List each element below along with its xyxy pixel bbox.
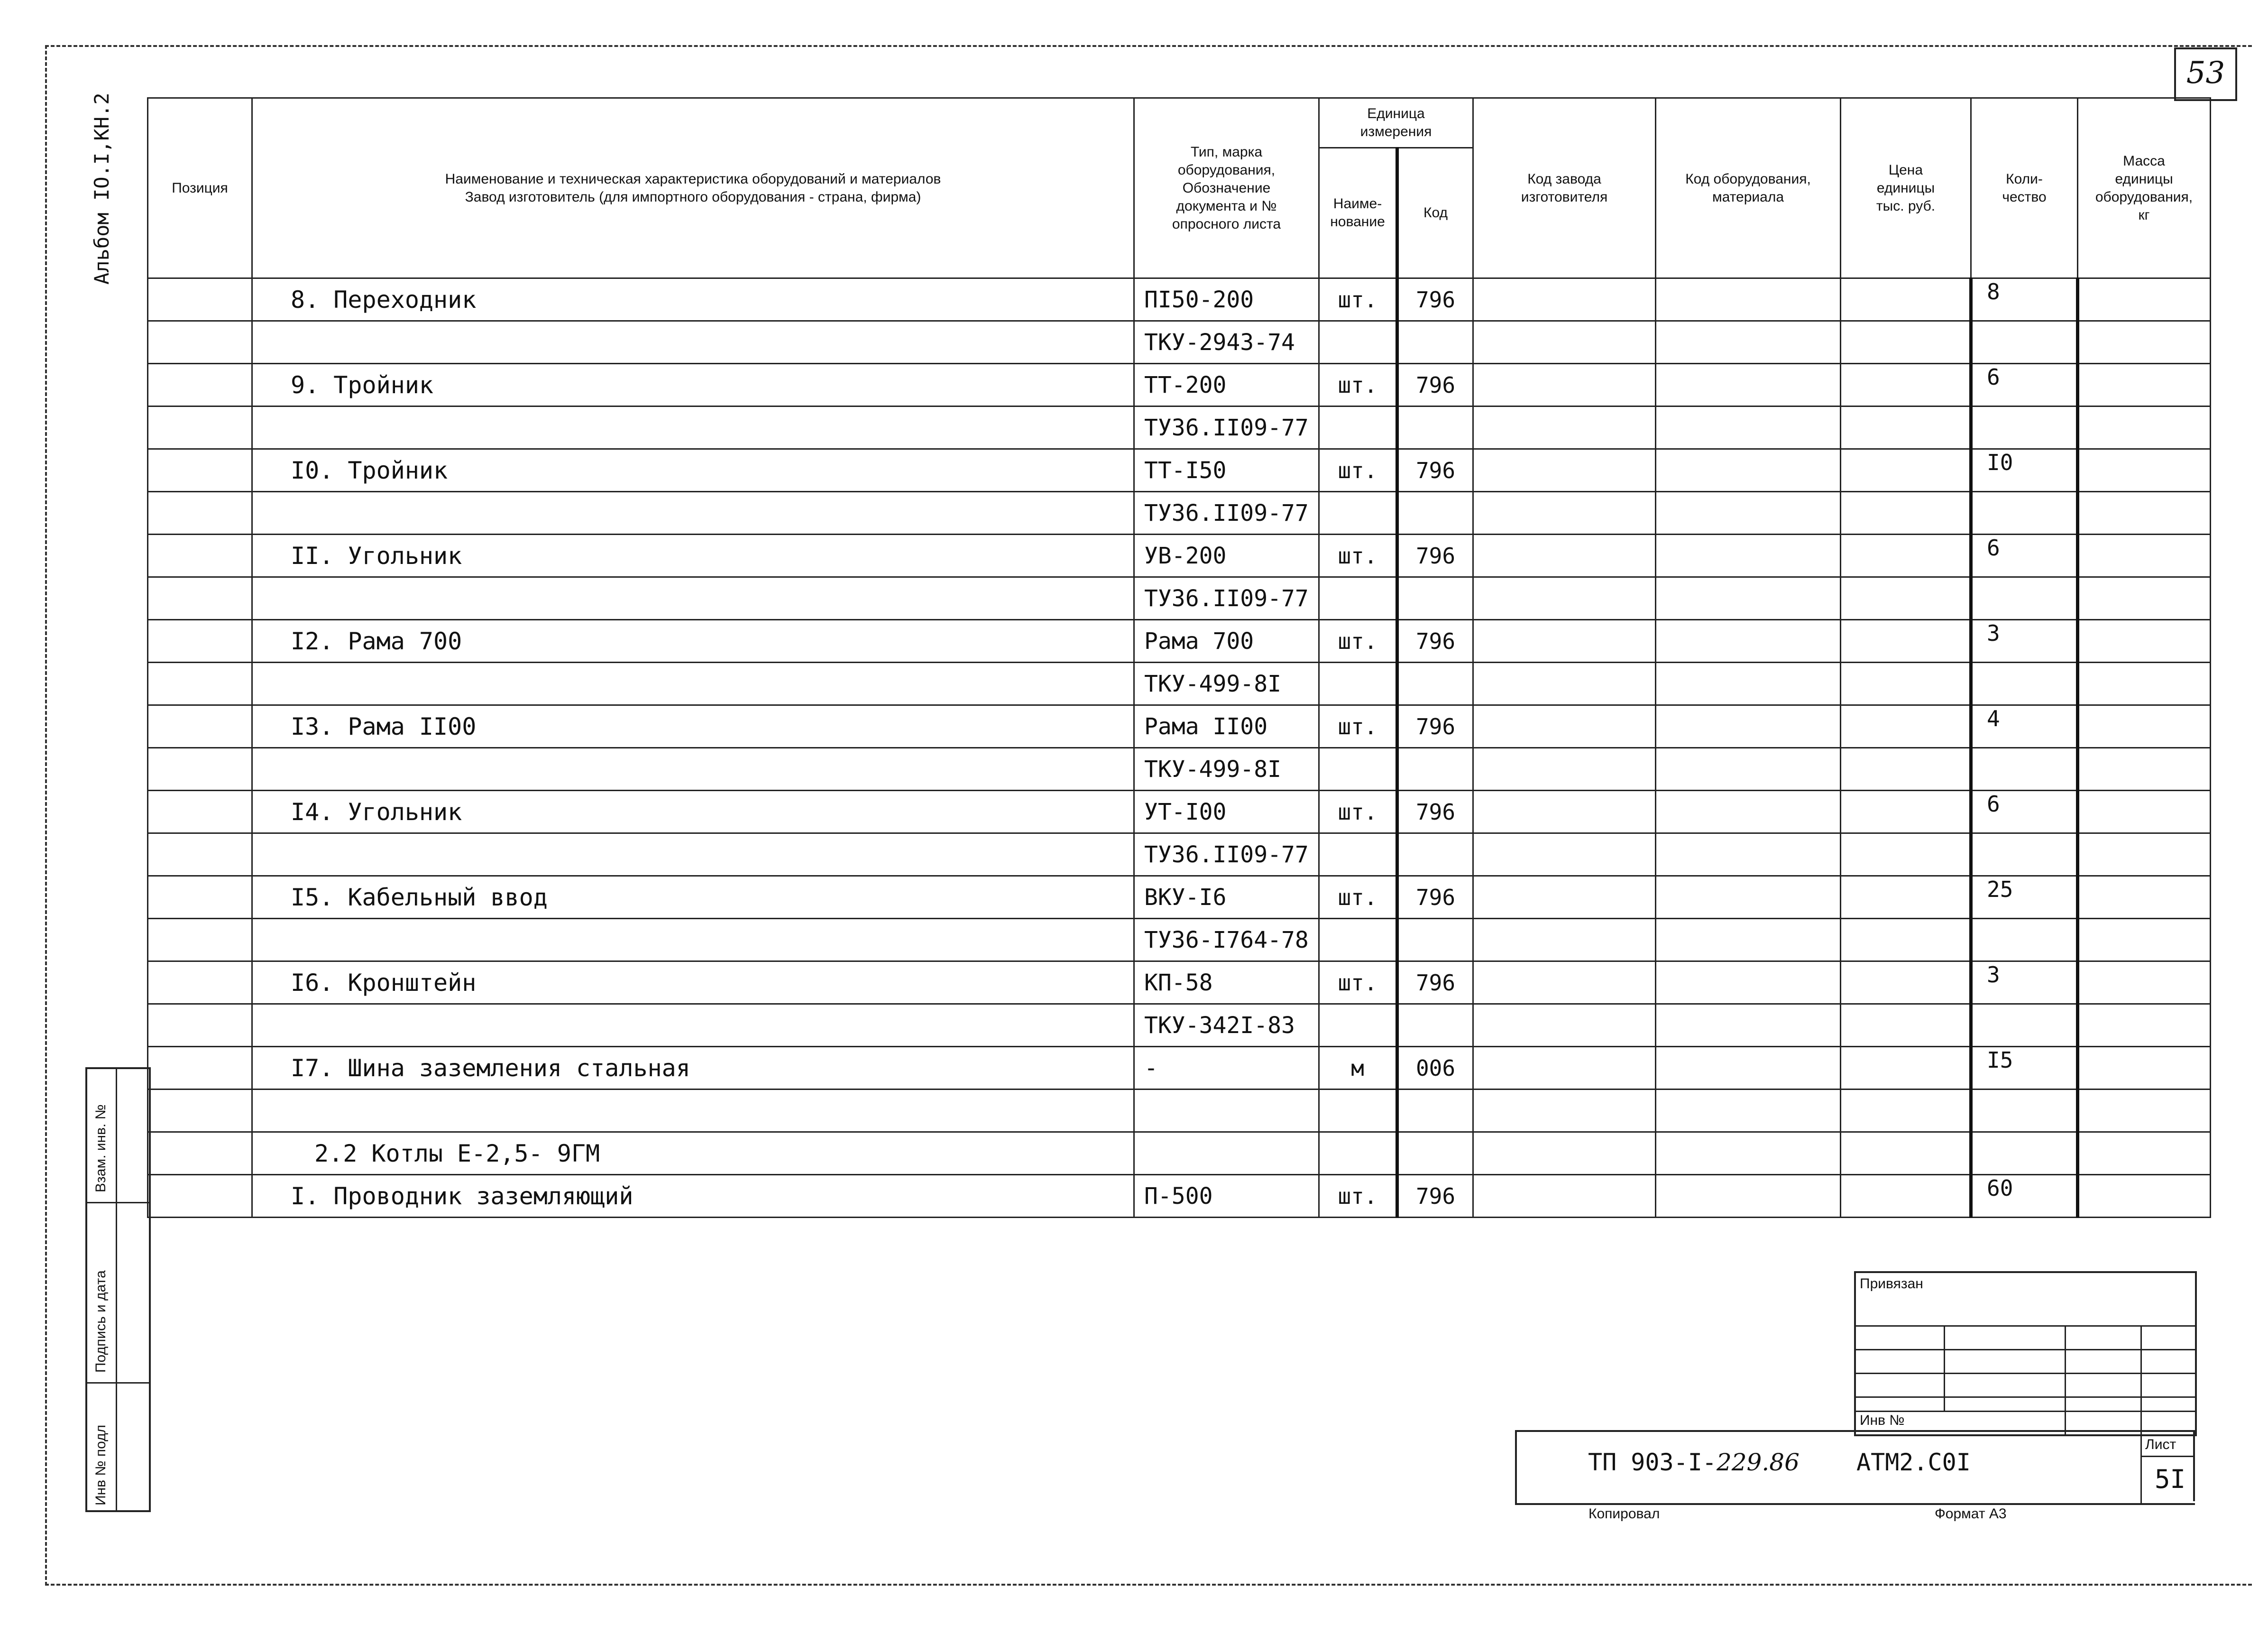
- header-type-l5: опросного листа: [1172, 216, 1281, 232]
- row-factory-code: [1473, 876, 1656, 919]
- row-name: [252, 663, 1134, 705]
- table-row: [148, 577, 2211, 620]
- row-unit: шт.: [1319, 876, 1397, 919]
- row-unit: шт.: [1319, 1175, 1397, 1218]
- row-qty: [1971, 321, 2078, 364]
- row-position: [148, 364, 252, 406]
- header-type: [1134, 98, 1319, 278]
- row-unit: шт.: [1319, 278, 1397, 321]
- row-code: [1397, 833, 1473, 876]
- table-row: [148, 876, 2211, 919]
- row-equip-code: [1656, 321, 1841, 364]
- row-code: 796: [1397, 705, 1473, 748]
- header-name: [252, 98, 1134, 278]
- row-type: ТУ36.II09-77: [1134, 577, 1319, 620]
- header-ec-l1: Код оборудования,: [1685, 171, 1811, 187]
- header-un-l2: нование: [1330, 214, 1385, 230]
- row-code: [1397, 919, 1473, 961]
- sheet-number-top: 53: [2174, 47, 2237, 101]
- side-label-podpis: Подпись и дата: [93, 1270, 109, 1373]
- row-qty: [1971, 1089, 2078, 1132]
- row-factory-code: [1473, 620, 1656, 663]
- header-type-l3: Обозначение: [1182, 180, 1271, 196]
- row-mass: [2078, 748, 2211, 791]
- row-qty: 8: [1971, 278, 2078, 321]
- header-type-l2: оборудования,: [1177, 162, 1276, 178]
- header-equip-code: [1656, 98, 1841, 278]
- row-mass: [2078, 833, 2211, 876]
- row-code: 796: [1397, 791, 1473, 833]
- row-mass: [2078, 492, 2211, 535]
- row-position: [148, 449, 252, 492]
- row-name: I0. Тройник: [252, 449, 1134, 492]
- table-row: [148, 1175, 2211, 1218]
- row-factory-code: [1473, 1089, 1656, 1132]
- row-type: ТУ36-I764-78: [1134, 919, 1319, 961]
- row-code: 796: [1397, 278, 1473, 321]
- row-unit: [1319, 577, 1397, 620]
- row-factory-code: [1473, 1004, 1656, 1047]
- row-equip-code: [1656, 492, 1841, 535]
- row-factory-code: [1473, 833, 1656, 876]
- row-factory-code: [1473, 278, 1656, 321]
- row-code: 006: [1397, 1047, 1473, 1089]
- row-unit: [1319, 321, 1397, 364]
- side-label-vzam: Взам. инв. №: [93, 1104, 109, 1192]
- row-unit: м: [1319, 1047, 1397, 1089]
- row-position: [148, 1175, 252, 1218]
- row-factory-code: [1473, 663, 1656, 705]
- header-price-l2: единицы: [1876, 180, 1935, 196]
- row-price: [1841, 663, 1971, 705]
- row-code: [1397, 492, 1473, 535]
- row-name: I4. Угольник: [252, 791, 1134, 833]
- doc-number-prefix: ТП 903-I-: [1588, 1449, 1717, 1476]
- row-price: [1841, 876, 1971, 919]
- row-factory-code: [1473, 492, 1656, 535]
- row-factory-code: [1473, 1132, 1656, 1175]
- row-name: I2. Рама 700: [252, 620, 1134, 663]
- row-price: [1841, 321, 1971, 364]
- row-name: [252, 1089, 1134, 1132]
- row-factory-code: [1473, 705, 1656, 748]
- table-row: [148, 406, 2211, 449]
- row-price: [1841, 278, 1971, 321]
- row-type: УВ-200: [1134, 535, 1319, 577]
- row-mass: [2078, 620, 2211, 663]
- row-mass: [2078, 364, 2211, 406]
- row-equip-code: [1656, 663, 1841, 705]
- row-type: П-500: [1134, 1175, 1319, 1218]
- row-qty: [1971, 919, 2078, 961]
- header-name-line2: Завод изготовитель (для импортного оборудования - страна, фирма): [465, 189, 921, 205]
- row-code: [1397, 1089, 1473, 1132]
- row-position: [148, 620, 252, 663]
- row-unit: шт.: [1319, 364, 1397, 406]
- header-type-l4: документа и №: [1176, 198, 1277, 214]
- footer-copied: Копировал: [1589, 1506, 1660, 1522]
- row-position: [148, 278, 252, 321]
- row-type: ТТ-200: [1134, 364, 1319, 406]
- row-code: [1397, 321, 1473, 364]
- row-equip-code: [1656, 833, 1841, 876]
- row-qty: [1971, 1004, 2078, 1047]
- row-price: [1841, 1004, 1971, 1047]
- row-unit: [1319, 1089, 1397, 1132]
- table-row: [148, 278, 2211, 321]
- header-unit-l1: Единица: [1367, 106, 1425, 121]
- row-equip-code: [1656, 1047, 1841, 1089]
- header-unit-code: Код: [1397, 148, 1473, 278]
- row-mass: [2078, 535, 2211, 577]
- side-stamp: [85, 1067, 151, 1512]
- row-position: [148, 1089, 252, 1132]
- row-equip-code: [1656, 876, 1841, 919]
- row-factory-code: [1473, 748, 1656, 791]
- row-unit: шт.: [1319, 961, 1397, 1004]
- row-position: [148, 791, 252, 833]
- row-type: ТКУ-2943-74: [1134, 321, 1319, 364]
- table-row: [148, 321, 2211, 364]
- row-price: [1841, 1089, 1971, 1132]
- header-position: Позиция: [148, 98, 252, 278]
- row-name: [252, 919, 1134, 961]
- row-price: [1841, 364, 1971, 406]
- row-factory-code: [1473, 577, 1656, 620]
- row-name: [252, 833, 1134, 876]
- header-qty-l2: чество: [2002, 189, 2047, 205]
- table-row: [148, 1132, 2211, 1175]
- row-unit: [1319, 1004, 1397, 1047]
- table-row: [148, 919, 2211, 961]
- row-factory-code: [1473, 919, 1656, 961]
- row-qty: 3: [1971, 961, 2078, 1004]
- row-equip-code: [1656, 620, 1841, 663]
- row-type: ТУ36.II09-77: [1134, 406, 1319, 449]
- row-factory-code: [1473, 1047, 1656, 1089]
- row-equip-code: [1656, 406, 1841, 449]
- row-code: 796: [1397, 1175, 1473, 1218]
- row-code: 796: [1397, 876, 1473, 919]
- row-equip-code: [1656, 364, 1841, 406]
- row-unit: [1319, 833, 1397, 876]
- row-qty: I5: [1971, 1047, 2078, 1089]
- header-name-line1: Наименование и техническая характеристика оборудований и материалов: [445, 171, 941, 187]
- row-position: [148, 748, 252, 791]
- header-mass-l2: единицы: [2115, 171, 2173, 187]
- row-equip-code: [1656, 919, 1841, 961]
- row-type: [1134, 1089, 1319, 1132]
- privyazan-label: Привязан: [1860, 1276, 1923, 1292]
- row-price: [1841, 833, 1971, 876]
- row-equip-code: [1656, 748, 1841, 791]
- row-code: [1397, 663, 1473, 705]
- row-name: I3. Рама II00: [252, 705, 1134, 748]
- row-qty: 6: [1971, 535, 2078, 577]
- table-body: [148, 278, 2211, 1218]
- row-unit: [1319, 492, 1397, 535]
- list-label: Лист: [2145, 1437, 2176, 1452]
- row-position: [148, 919, 252, 961]
- row-factory-code: [1473, 321, 1656, 364]
- row-qty: [1971, 833, 2078, 876]
- row-mass: [2078, 705, 2211, 748]
- header-qty-l1: Коли-: [2006, 171, 2043, 187]
- inv-no-label: Инв №: [1860, 1413, 1905, 1428]
- row-unit: шт.: [1319, 791, 1397, 833]
- table-row: [148, 535, 2211, 577]
- row-type: [1134, 1132, 1319, 1175]
- row-unit: шт.: [1319, 705, 1397, 748]
- table-row: [148, 791, 2211, 833]
- row-equip-code: [1656, 577, 1841, 620]
- table-row: [148, 1089, 2211, 1132]
- row-type: ТТ-I50: [1134, 449, 1319, 492]
- row-position: [148, 492, 252, 535]
- table-row: [148, 492, 2211, 535]
- row-code: [1397, 406, 1473, 449]
- row-code: [1397, 748, 1473, 791]
- row-price: [1841, 919, 1971, 961]
- row-type: ТУ36.II09-77: [1134, 833, 1319, 876]
- footer-format: Формат А3: [1935, 1506, 2007, 1522]
- row-name: [252, 577, 1134, 620]
- row-position: [148, 1132, 252, 1175]
- row-position: [148, 876, 252, 919]
- row-price: [1841, 620, 1971, 663]
- row-price: [1841, 449, 1971, 492]
- row-position: [148, 577, 252, 620]
- row-qty: 3: [1971, 620, 2078, 663]
- row-qty: 6: [1971, 364, 2078, 406]
- row-name: 2.2 Котлы Е-2,5- 9ГМ: [252, 1132, 1134, 1175]
- specification-table: [147, 97, 2211, 1218]
- row-mass: [2078, 791, 2211, 833]
- row-code: 796: [1397, 961, 1473, 1004]
- header-un-l1: Наиме-: [1333, 196, 1382, 212]
- row-price: [1841, 406, 1971, 449]
- row-mass: [2078, 1132, 2211, 1175]
- row-mass: [2078, 1004, 2211, 1047]
- row-factory-code: [1473, 364, 1656, 406]
- row-mass: [2078, 663, 2211, 705]
- row-mass: [2078, 278, 2211, 321]
- row-code: [1397, 577, 1473, 620]
- header-mass-l1: Масса: [2123, 153, 2165, 169]
- row-factory-code: [1473, 406, 1656, 449]
- row-equip-code: [1656, 278, 1841, 321]
- table-row: [148, 364, 2211, 406]
- row-mass: [2078, 919, 2211, 961]
- row-qty: [1971, 748, 2078, 791]
- row-price: [1841, 535, 1971, 577]
- row-name: 9. Тройник: [252, 364, 1134, 406]
- row-equip-code: [1656, 1175, 1841, 1218]
- row-price: [1841, 791, 1971, 833]
- header-unit-l2: измерения: [1360, 124, 1432, 139]
- row-qty: 4: [1971, 705, 2078, 748]
- row-mass: [2078, 449, 2211, 492]
- side-label-inv-podl: Инв № подл: [93, 1424, 109, 1505]
- row-type: КП-58: [1134, 961, 1319, 1004]
- row-name: I. Проводник заземляющий: [252, 1175, 1134, 1218]
- row-price: [1841, 492, 1971, 535]
- row-type: ТКУ-499-8I: [1134, 663, 1319, 705]
- row-qty: [1971, 406, 2078, 449]
- row-qty: [1971, 492, 2078, 535]
- row-type: ВКУ-I6: [1134, 876, 1319, 919]
- doc-number: [1588, 1449, 1971, 1476]
- header-fc-l2: изготовителя: [1521, 189, 1608, 205]
- list-number: 5I: [2155, 1464, 2186, 1494]
- row-type: ТКУ-499-8I: [1134, 748, 1319, 791]
- table-row: [148, 620, 2211, 663]
- row-name: [252, 748, 1134, 791]
- row-unit: [1319, 663, 1397, 705]
- row-mass: [2078, 321, 2211, 364]
- row-mass: [2078, 1089, 2211, 1132]
- row-position: [148, 406, 252, 449]
- row-qty: [1971, 663, 2078, 705]
- row-code: 796: [1397, 449, 1473, 492]
- table-row: [148, 1047, 2211, 1089]
- row-code: 796: [1397, 620, 1473, 663]
- row-qty: I0: [1971, 449, 2078, 492]
- row-position: [148, 705, 252, 748]
- header-mass-l3: оборудования,: [2095, 189, 2193, 205]
- header-mass-l4: кг: [2138, 207, 2150, 223]
- row-price: [1841, 577, 1971, 620]
- row-name: [252, 406, 1134, 449]
- header-fc-l1: Код завода: [1527, 171, 1601, 187]
- row-equip-code: [1656, 791, 1841, 833]
- row-price: [1841, 961, 1971, 1004]
- row-name: II. Угольник: [252, 535, 1134, 577]
- table-row: [148, 663, 2211, 705]
- row-unit: [1319, 1132, 1397, 1175]
- header-price: [1841, 98, 1971, 278]
- row-name: I5. Кабельный ввод: [252, 876, 1134, 919]
- album-label: Альбом IO.I,КН.2: [90, 92, 113, 285]
- header-qty: [1971, 98, 2078, 278]
- row-type: -: [1134, 1047, 1319, 1089]
- row-equip-code: [1656, 705, 1841, 748]
- row-price: [1841, 1175, 1971, 1218]
- row-price: [1841, 1047, 1971, 1089]
- table-row: [148, 705, 2211, 748]
- row-unit: [1319, 406, 1397, 449]
- row-equip-code: [1656, 961, 1841, 1004]
- row-code: 796: [1397, 364, 1473, 406]
- row-equip-code: [1656, 449, 1841, 492]
- row-type: ТКУ-342I-83: [1134, 1004, 1319, 1047]
- row-code: 796: [1397, 535, 1473, 577]
- header-price-l3: тыс. руб.: [1876, 198, 1936, 214]
- row-mass: [2078, 406, 2211, 449]
- header-unit-group: [1319, 98, 1473, 148]
- row-name: 8. Переходник: [252, 278, 1134, 321]
- row-equip-code: [1656, 1132, 1841, 1175]
- row-factory-code: [1473, 961, 1656, 1004]
- table-row: [148, 748, 2211, 791]
- row-price: [1841, 748, 1971, 791]
- row-unit: шт.: [1319, 449, 1397, 492]
- row-unit: [1319, 748, 1397, 791]
- row-price: [1841, 1132, 1971, 1175]
- row-unit: шт.: [1319, 535, 1397, 577]
- row-position: [148, 663, 252, 705]
- row-factory-code: [1473, 1175, 1656, 1218]
- header-factory-code: [1473, 98, 1656, 278]
- row-qty: 6: [1971, 791, 2078, 833]
- row-type: Рама 700: [1134, 620, 1319, 663]
- title-block: [1515, 1430, 2195, 1505]
- row-qty: [1971, 577, 2078, 620]
- header-ec-l2: материала: [1712, 189, 1784, 205]
- table-row: [148, 449, 2211, 492]
- row-mass: [2078, 577, 2211, 620]
- row-equip-code: [1656, 1004, 1841, 1047]
- row-type: ТУ36.II09-77: [1134, 492, 1319, 535]
- row-equip-code: [1656, 1089, 1841, 1132]
- row-qty: 25: [1971, 876, 2078, 919]
- table-row: [148, 1004, 2211, 1047]
- row-factory-code: [1473, 791, 1656, 833]
- row-name: [252, 1004, 1134, 1047]
- row-position: [148, 535, 252, 577]
- row-code: [1397, 1132, 1473, 1175]
- row-position: [148, 961, 252, 1004]
- row-name: I7. Шина заземления стальная: [252, 1047, 1134, 1089]
- row-name: [252, 492, 1134, 535]
- row-name: I6. Кронштейн: [252, 961, 1134, 1004]
- row-mass: [2078, 1047, 2211, 1089]
- row-unit: [1319, 919, 1397, 961]
- row-type: Рама II00: [1134, 705, 1319, 748]
- row-mass: [2078, 1175, 2211, 1218]
- row-position: [148, 1047, 252, 1089]
- row-qty: 60: [1971, 1175, 2078, 1218]
- privyazan-box: [1854, 1271, 2197, 1436]
- table-row: [148, 961, 2211, 1004]
- header-unit-name: [1319, 148, 1397, 278]
- row-type: ПI50-200: [1134, 278, 1319, 321]
- row-position: [148, 321, 252, 364]
- row-equip-code: [1656, 535, 1841, 577]
- row-price: [1841, 705, 1971, 748]
- header-type-l1: Тип, марка: [1190, 144, 1263, 160]
- table-row: [148, 833, 2211, 876]
- header-mass: [2078, 98, 2211, 278]
- row-name: [252, 321, 1134, 364]
- row-position: [148, 1004, 252, 1047]
- row-mass: [2078, 961, 2211, 1004]
- row-type: УТ-I00: [1134, 791, 1319, 833]
- row-factory-code: [1473, 449, 1656, 492]
- row-unit: шт.: [1319, 620, 1397, 663]
- row-qty: [1971, 1132, 2078, 1175]
- row-code: [1397, 1004, 1473, 1047]
- header-price-l1: Цена: [1888, 162, 1923, 178]
- row-factory-code: [1473, 535, 1656, 577]
- doc-number-hand: 229.86: [1716, 1449, 1800, 1476]
- row-position: [148, 833, 252, 876]
- row-mass: [2078, 876, 2211, 919]
- doc-suffix: АТМ2.С0I: [1856, 1449, 1971, 1476]
